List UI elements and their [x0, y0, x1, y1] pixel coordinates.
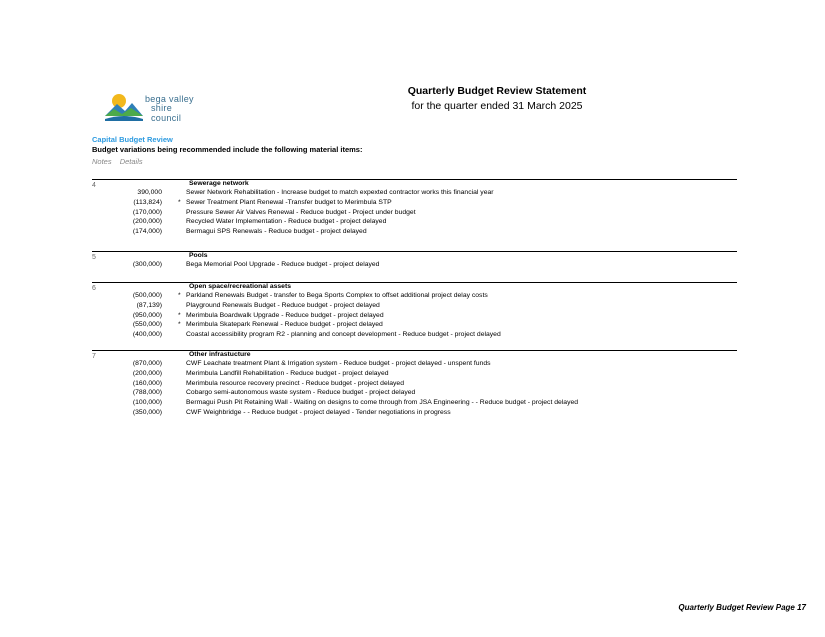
variation-amount: (350,000): [132, 409, 162, 416]
variation-description: Pressure Sewer Air Valves Renewal - Reduce budget - Project under budget: [186, 208, 416, 216]
group-note-number: 5: [92, 254, 96, 261]
variation-group: [92, 179, 737, 240]
variation-description: Playground Renewals Budget - Reduce budget - project delayed: [186, 301, 380, 309]
variation-amount: (870,000): [132, 360, 162, 367]
group-heading: Sewerage network: [189, 180, 249, 187]
variation-description: Parkland Renewals Budget - transfer to Bega Sports Complex to offset additional project delay costs: [186, 292, 488, 299]
variation-amount: (87,139): [136, 301, 162, 309]
variation-amount: (113,824): [133, 198, 162, 206]
section-label: Capital Budget Review: [92, 135, 173, 144]
page-subtitle: for the quarter ended 31 March 2025: [411, 100, 583, 112]
variation-description: CWF Leachate treatment Plant & Irrigation system - Reduce budget - project delayed - unspent funds: [186, 360, 491, 367]
group-note-number: 7: [92, 353, 96, 360]
variation-amount: (174,000): [132, 228, 162, 236]
group-heading: Open space/recreational assets: [189, 283, 292, 290]
variation-marker: *: [178, 292, 181, 299]
variation-description: CWF Weighbridge - - Reduce budget - project delayed - Tender negotiations in progress: [186, 409, 451, 416]
details-header: Details: [119, 157, 143, 166]
variation-amount: (200,000): [132, 369, 162, 377]
page-title: Quarterly Budget Review Statement: [407, 85, 587, 97]
variation-amount: (550,000): [132, 321, 162, 329]
variation-description: Merimbula Skatepark Renewal - Reduce budget - project delayed: [186, 321, 383, 329]
variation-group: [92, 282, 737, 343]
variation-description: Merimbula Landfill Rehabilitation - Reduce budget - project delayed: [186, 369, 389, 377]
variation-marker: *: [178, 311, 181, 319]
variation-amount: (200,000): [132, 218, 162, 226]
variation-amount: (300,000): [132, 261, 162, 268]
notes-header: Notes: [92, 157, 112, 166]
logo-text-line2: shire council: [151, 103, 182, 123]
variation-description: Bega Memorial Pool Upgrade - Reduce budget - project delayed: [186, 261, 380, 268]
variation-description: Cobargo semi-autonomous waste system - Reduce budget - project delayed: [186, 389, 416, 397]
group-note-number: 4: [92, 182, 96, 189]
variation-marker: *: [178, 198, 181, 206]
variation-description: Merimbula resource recovery precinct - Reduce budget - project delayed: [186, 379, 404, 387]
variation-amount: (950,000): [132, 311, 162, 319]
column-headers: [92, 157, 143, 166]
variation-description: Merimbula Boardwalk Upgrade - Reduce budget - project delayed: [186, 311, 384, 319]
variation-description: Sewer Network Rehabilitation - Increase budget to match expexted contractor works this financial year: [186, 189, 494, 196]
variation-marker: *: [178, 321, 181, 329]
variation-description: Recycled Water Implementation - Reduce budget - project delayed: [186, 218, 387, 226]
variation-amount: (500,000): [132, 292, 162, 299]
group-note-number: 6: [92, 285, 96, 292]
variation-amount: (160,000): [132, 379, 162, 387]
variation-amount: (788,000): [132, 389, 162, 397]
variation-group: [92, 350, 737, 421]
variation-amount: (170,000): [132, 208, 162, 216]
group-heading: Other infrastucture: [189, 351, 251, 358]
variation-description: Bermagui SPS Renewals - Reduce budget - project delayed: [186, 228, 367, 236]
variation-amount: (400,000): [132, 331, 162, 339]
variation-amount: 390,000: [137, 189, 162, 196]
variation-group: [92, 251, 737, 273]
council-logo: [105, 92, 200, 122]
intro-text: Budget variations being recommended include the following material items:: [92, 145, 363, 154]
group-heading: Pools: [189, 252, 208, 259]
variation-amount: (100,000): [132, 399, 162, 407]
variation-description: Bermagui Push Pit Retaining Wall - Waiting on designs to come through from JSA Engineering - - Reduce budget - project delayed: [186, 399, 579, 407]
variation-description: Sewer Treatment Plant Renewal -Transfer budget to Merimbula STP: [186, 198, 392, 206]
variation-description: Coastal accessibility program R2 - planning and concept development - Reduce budget - project delayed: [186, 331, 501, 339]
page-footer: Quarterly Budget Review Page 17: [678, 603, 806, 612]
logo-mountains-icon: [105, 92, 147, 122]
logo-text-line1: bega valley: [145, 94, 194, 104]
